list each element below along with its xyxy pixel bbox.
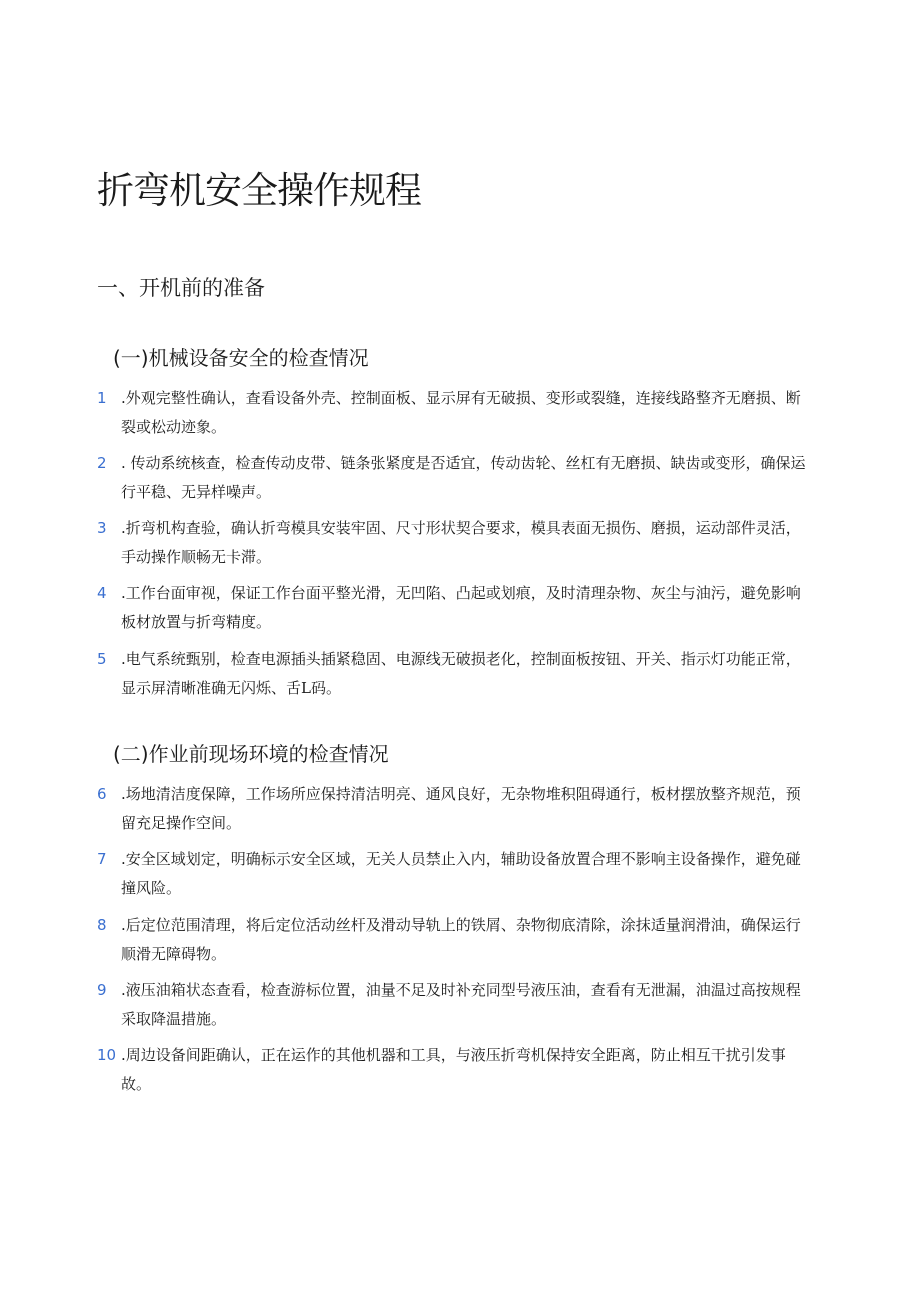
item-text: .工作台面审视，保证工作台面平整光滑，无凹陷、凸起或划痕，及时清理杂物、灰尘与油污，避免影响板材放置与折弯精度。	[121, 584, 801, 631]
item-number: 3	[97, 519, 107, 537]
item-text: . 传动系统核查，检查传动皮带、链条张紧度是否适宜，传动齿轮、丝杠有无磨损、缺齿或变形，确保运行平稳、无异样噪声。	[121, 454, 806, 501]
section-heading-1: 一、开机前的准备	[97, 276, 265, 300]
item-number: 5	[97, 650, 107, 668]
item-number: 8	[97, 916, 107, 934]
document-title: 折弯机安全操作规程	[97, 169, 421, 212]
item-text: .场地清洁度保障，工作场所应保持清洁明亮、通风良好，无杂物堆积阻碍通行，板材摆放整齐规范，预留充足操作空间。	[121, 785, 801, 832]
item-text: .后定位范围清理，将后定位活动丝杆及滑动导轨上的铁屑、杂物彻底清除，涂抹适量润滑油，确保运行顺滑无障碍物。	[121, 916, 801, 963]
subsection-heading-1: (一)机械设备安全的检查情况	[113, 346, 369, 370]
item-number: 7	[97, 850, 107, 868]
item-text: .外观完整性确认，查看设备外壳、控制面板、显示屏有无破损、变形或裂缝，连接线路整齐无磨损、断裂或松动迹象。	[121, 389, 801, 436]
item-number: 10	[97, 1046, 117, 1064]
item-number: 4	[97, 584, 107, 602]
item-number: 2	[97, 454, 107, 472]
item-number: 9	[97, 981, 107, 999]
item-text: .折弯机构查验，确认折弯模具安装牢固、尺寸形状契合要求，模具表面无损伤、磨损，运动部件灵活，手动操作顺畅无卡滞。	[121, 519, 801, 566]
item-text: .安全区域划定，明确标示安全区域，无关人员禁止入内，辅助设备放置合理不影响主设备操作，避免碰撞风险。	[121, 850, 801, 897]
item-number: 1	[97, 389, 107, 407]
item-text: .电气系统甄别，检查电源插头插紧稳固、电源线无破损老化，控制面板按钮、开关、指示灯功能正常，显示屏清晰准确无闪烁、舌L码。	[121, 650, 801, 697]
item-number: 6	[97, 785, 107, 803]
item-text: .周边设备间距确认，正在运作的其他机器和工具，与液压折弯机保持安全距离，防止相互干扰引发事故。	[121, 1046, 786, 1093]
subsection-heading-2: (二)作业前现场环境的检查情况	[113, 742, 389, 766]
item-text: .液压油箱状态查看，检查游标位置，油量不足及时补充同型号液压油，查看有无泄漏，油温过高按规程采取降温措施。	[121, 981, 801, 1028]
